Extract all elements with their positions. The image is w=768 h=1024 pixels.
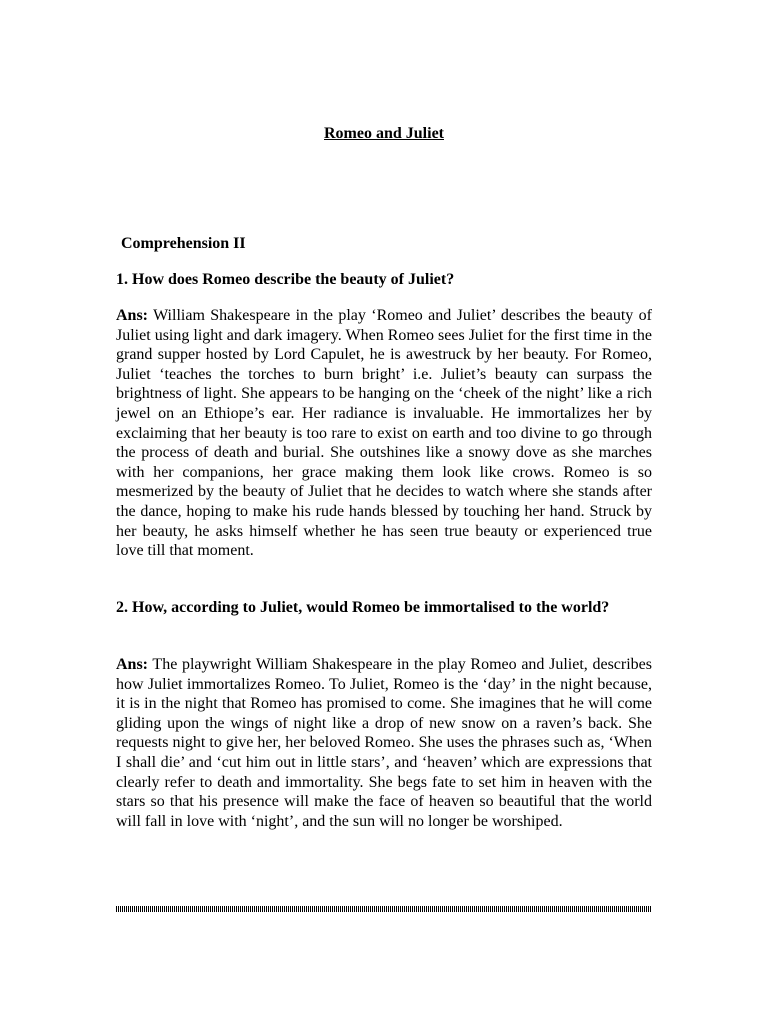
answer-1-label: Ans: [116, 307, 149, 324]
dotted-divider [116, 906, 652, 912]
document-title: Romeo and Juliet [324, 125, 444, 142]
answer-1 [116, 306, 652, 561]
answer-2-text: The playwright William Shakespeare in the play Romeo and Juliet, describes how Juliet immortalizes Romeo. To Juliet, Romeo is the ‘day’ in the night because, it is in the night that Romeo has promised to come. She imagines that he will come gliding upon the wings of night like a drop of new snow on a raven’s back. She requests night to give her, her beloved Romeo. She uses the phrases such as, ‘When I shall die’ and ‘cut him out in little stars’, and ‘heaven’ which are expressions that clearly refer to death and immortality. She begs fate to set him in heaven with the stars so that his presence will make the face of heaven so beautiful that the world will fall in love with ‘night’, and the sun will no longer be worshiped. [116, 656, 652, 830]
question-1: 1. How does Romeo describe the beauty of Juliet? [116, 271, 455, 288]
answer-2 [116, 655, 652, 831]
section-heading: Comprehension II [121, 235, 246, 252]
answer-1-text: William Shakespeare in the play ‘Romeo and Juliet’ describes the beauty of Juliet using light and dark imagery. When Romeo sees Juliet for the first time in the grand supper hosted by Lord Capulet, he is awestruck by her beauty. For Romeo, Juliet ‘teaches the torches to burn bright’ i.e. Juliet’s beauty can surpass the brightness of light. She appears to be hanging on the ‘cheek of the night’ like a rich jewel on an Ethiope’s ear. Her radiance is invaluable. He immortalizes her by exclaiming that her beauty is too rare to exist on earth and too divine to go through the process of death and burial. She outshines like a snowy dove as she marches with her companions, her grace making them look like crows. Romeo is so mesmerized by the beauty of Juliet that he decides to watch where she stands after the dance, hoping to make his rude hands blessed by touching her hand. Struck by her beauty, he asks himself whether he has seen true beauty or experienced true love till that moment. [116, 307, 652, 560]
answer-2-label: Ans: [116, 656, 149, 673]
question-2: 2. How, according to Juliet, would Romeo be immortalised to the world? [116, 599, 610, 616]
